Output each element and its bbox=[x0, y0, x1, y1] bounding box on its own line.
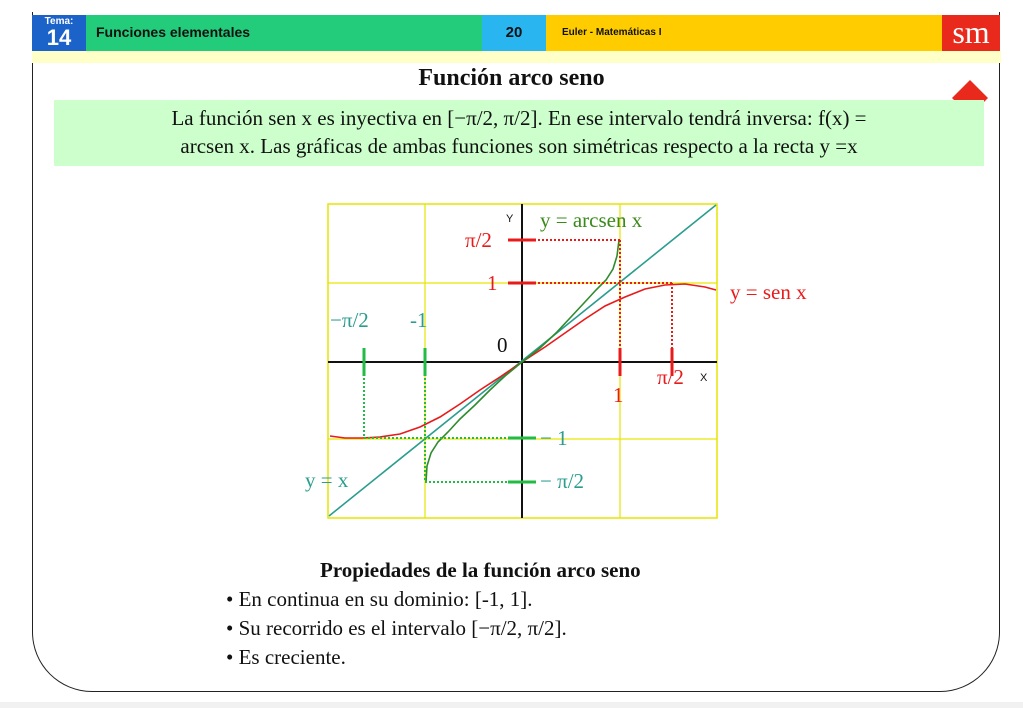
property-item: • Su recorrido es el intervalo [−π/2, π/2]. bbox=[226, 616, 567, 640]
neg-pi2-x-label: −π/2 bbox=[330, 308, 369, 332]
publisher-logo: sm bbox=[942, 15, 1000, 51]
header-bar bbox=[32, 15, 1001, 51]
intro-line-2: arcsen x. Las gráficas de ambas funciones son simétricas respecto a la recta y =x bbox=[180, 134, 858, 158]
properties-section bbox=[226, 556, 641, 672]
sine-label: y = sen x bbox=[730, 280, 807, 304]
intro-box bbox=[54, 100, 984, 166]
identity-label: y = x bbox=[305, 468, 349, 492]
function-graph bbox=[300, 196, 860, 536]
topic-badge bbox=[32, 15, 86, 51]
pi2-x-label: π/2 bbox=[657, 365, 684, 389]
pi2-y-label: π/2 bbox=[465, 228, 492, 252]
property-item: • Es creciente. bbox=[226, 645, 346, 669]
origin-label: 0 bbox=[497, 333, 508, 357]
one-x-label: 1 bbox=[613, 383, 624, 407]
topic-label: Tema: bbox=[44, 16, 74, 27]
one-y-label: 1 bbox=[487, 271, 498, 295]
x-axis-label: X bbox=[700, 372, 708, 384]
topic-number: 14 bbox=[46, 25, 72, 50]
page-number: 20 bbox=[482, 15, 546, 51]
neg-pi2-y-label: − π/2 bbox=[540, 469, 585, 493]
header-underline bbox=[32, 51, 1001, 63]
page-title: Función arco seno bbox=[418, 65, 605, 91]
book-title: Euler - Matemáticas I bbox=[546, 15, 942, 51]
neg-one-y-label: − 1 bbox=[540, 426, 568, 450]
properties-title: Propiedades de la función arco seno bbox=[320, 558, 641, 582]
footer-strip bbox=[0, 702, 1023, 708]
arcsine-label: y = arcsen x bbox=[540, 208, 643, 232]
chapter-title: Funciones elementales bbox=[86, 15, 482, 51]
y-axis-label: Y bbox=[506, 213, 514, 225]
property-item: • En continua en su dominio: [-1, 1]. bbox=[226, 587, 533, 611]
neg-one-x-label: -1 bbox=[410, 308, 428, 332]
intro-line-1: La función sen x es inyectiva en [−π/2, π/2]. En ese intervalo tendrá inversa: f(x) = bbox=[171, 106, 867, 130]
